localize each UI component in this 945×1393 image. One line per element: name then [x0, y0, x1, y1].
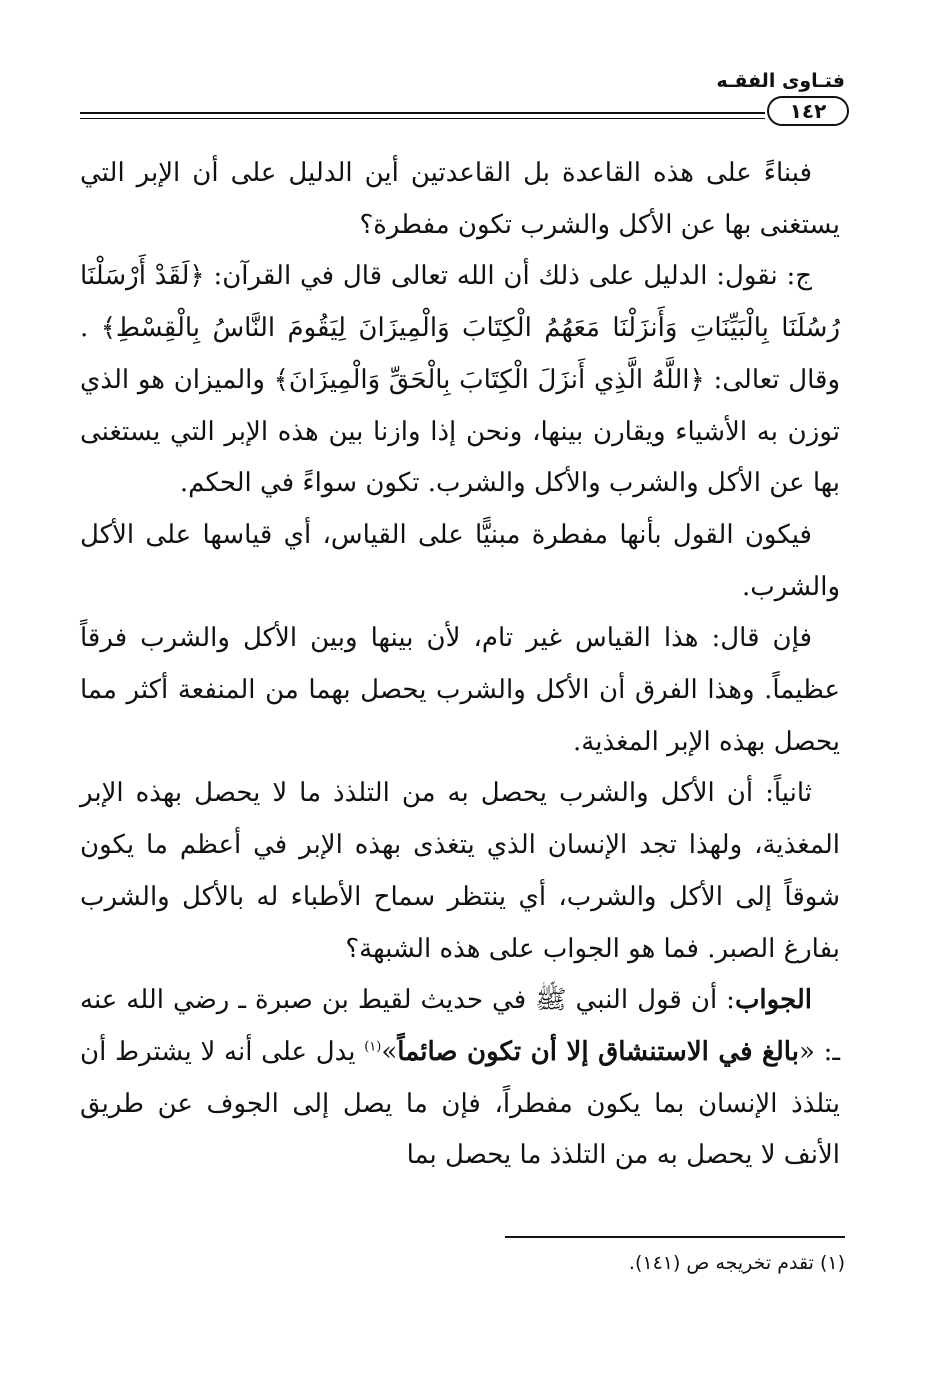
paragraph-text: فيكون القول بأنها مفطرة مبنيًّا على القياس، أي قياسها على الأكل والشرب.	[80, 519, 840, 602]
footnote-rule	[505, 1236, 845, 1238]
footnote: (١) تقدم تخريجه ص (١٤١).	[628, 1252, 845, 1274]
paragraph-text: ثانياً: أن الأكل والشرب يحصل به من التلذذ ما لا يحصل بهذه الإبر المغذية، ولهذا تجد الإنسان الذي يتغذى بهذه الإبر في أعظم ما يكون شوقاً إلى الأكل والشرب، أي ينتظر سماح الأطباء له بالأكل والشرب بفارغ الصبر. فما هو الجواب على هذه الشبهة؟	[80, 778, 841, 964]
paragraph-text: فبناءً على هذه القاعدة بل القاعدتين أين الدليل على أن الإبر التي يستغنى بها عن الأكل والشرب تكون مفطرة؟	[80, 158, 840, 240]
quran-verse-1: ﴿لَقَدْ أَرْسَلْنَا رُسُلَنَا بِالْبَيِّنَاتِ وَأَنزَلْنَا مَعَهُمُ الْكِتَابَ وَالْمِيزَانَ لِيَقُومَ النَّاسُ بِالْقِسْطِ﴾	[80, 261, 840, 344]
paragraph-second-point	[80, 768, 840, 975]
answer-before: : أن قول النبي ﷺ في حديث لقيط بن صبرة ـ رضي الله عنه ـ: «	[80, 985, 840, 1067]
paragraph-question	[80, 148, 840, 251]
footnote-reference[interactable]: (١)	[364, 1039, 382, 1055]
header-rule-thick	[80, 112, 765, 114]
hadith-close-quote: »	[381, 1036, 398, 1067]
paragraph-qiyas	[80, 510, 840, 613]
paragraph-answer-quran	[80, 251, 840, 510]
paragraph-answer-hadith	[80, 975, 840, 1182]
header-rule-thin	[80, 118, 765, 119]
body-text	[80, 148, 840, 1182]
paragraph-text: فإن قال: هذا القياس غير تام، لأن بينها وبين الأكل والشرب فرقاً عظيماً. وهذا الفرق أن الأكل والشرب يحصل بهما من المنفعة أكثر مما يحصل بهذه الإبر المغذية.	[80, 623, 840, 757]
page-number-badge: ١٤٢	[767, 96, 849, 126]
answer-lead: ج: نقول: الدليل على ذلك أن الله تعالى قال في القرآن:	[213, 261, 812, 292]
answer-label: الجواب	[734, 985, 812, 1016]
answer-tail: والميزان هو الذي توزن به الأشياء ويقارن بينها، ونحن إذا وازنا بين هذه الإبر التي يستغنى بها عن الأكل والشرب والأكل والشرب. تكون سواءً في الحكم.	[80, 364, 840, 499]
paragraph-objection	[80, 613, 840, 768]
answer-after: يدل على أنه لا يشترط أن يتلذذ الإنسان بما يكون مفطراً، فإن ما يصل إلى الجوف عن طريق الأنف لا يحصل به من التلذذ ما يحصل بما	[80, 1036, 840, 1171]
running-title: فتـاوى الفقـه	[716, 70, 845, 92]
hadith-quote: بالغ في الاستنشاق إلا أن تكون صائماً	[397, 1036, 799, 1067]
quran-verse-2: ﴿اللَّهُ الَّذِي أَنزَلَ الْكِتَابَ بِالْحَقِّ وَالْمِيزَانَ﴾	[273, 364, 705, 395]
answer-mid: . وقال تعالى:	[80, 313, 841, 395]
